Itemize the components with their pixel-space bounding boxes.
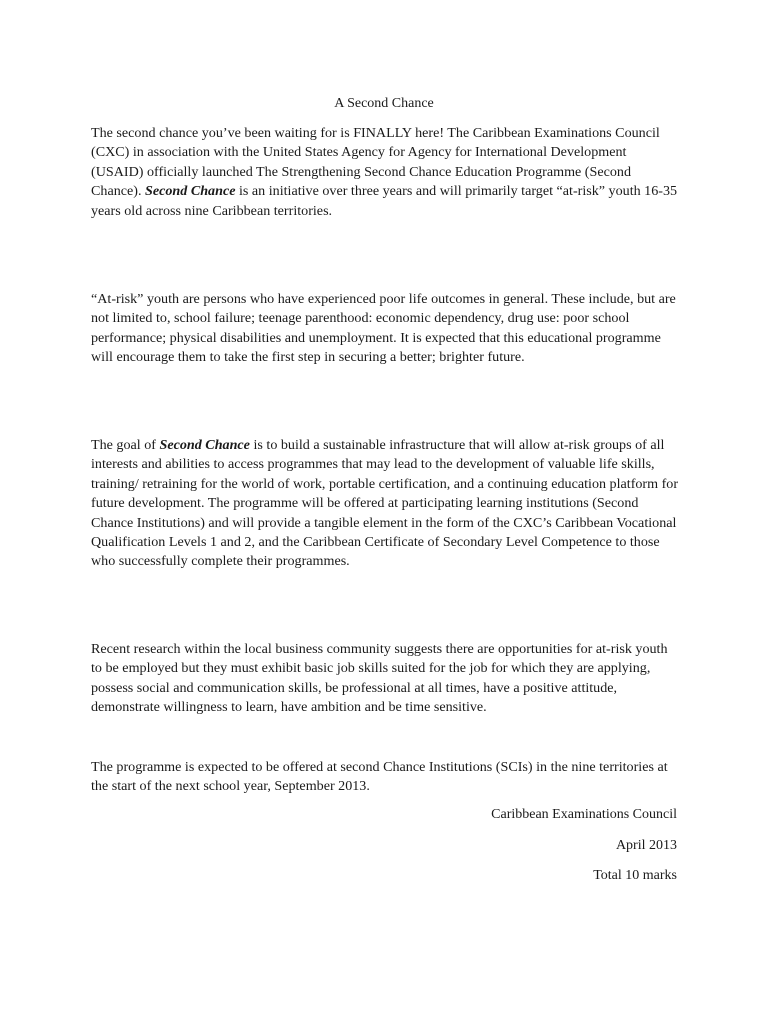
paragraph-schedule: The programme is expected to be offered at second Chance Institutions (SCIs) in the nine territories at the start of the next school year, September 2013. [91,759,668,795]
paragraph-at-risk: “At-risk” youth are persons who have experienced poor life outcomes in general. These include, but are not limited to, school failure; teenage parenthood: economic dependency, drug use: poor school performance; physical disabilities and unemployment. It is expected that this educational programme will encourage them to take the first step in securing a better; brighter future. [91,291,676,366]
paragraph-intro-text-2: is an initiative over three years and will primarily target “at-risk” youth 16-35 years old across nine Caribbean territories. [91,183,678,219]
paragraph-intro-text-1: The second chance you’ve been waiting for is FINALLY here! The Caribbean Examinations Council (CXC) in association with the United States Agency for Agency for International Development (USAID) officially launched The Strengthening Second Chance Education Programme (Second Chance). [91,125,660,200]
paragraph-intro [91,124,681,221]
total-marks: Total 10 marks [593,868,677,883]
paragraph-research: Recent research within the local business community suggests there are opportunities for at-risk youth to be employed but they must exhibit basic job skills suited for the job for which they are applying, possess social and communication skills, be professional at all times, have a positive attitude, demonstrate willingness to learn, have ambition and be time sensitive. [91,641,668,716]
paragraph-goal-emphasis: Second Chance [159,437,250,453]
paragraph-intro-emphasis: Second Chance [145,183,236,200]
document-title: A Second Chance [334,96,434,111]
paragraph-goal-text-1: The goal of [91,437,160,453]
paragraph-goal [91,436,681,572]
paragraph-goal-text-2: is to build a sustainable infrastructure that will allow at-risk groups of all interests and abilities to access programmes that may lead to the development of valuable life skills, training/ retraining for the world of work, portable certification, and a continuing education platform for future development. The programme will be offered at participating learning institutions (Second Chance Institutions) and will provide a tangible element in the form of the CXC’s Caribbean Vocational Qualification Levels 1 and 2, and the Caribbean Certificate of Secondary Level Competence to those who successfully complete their programmes. [91,437,679,570]
signature-date: April 2013 [615,838,677,853]
signature-organization: Caribbean Examinations Council [491,807,677,822]
